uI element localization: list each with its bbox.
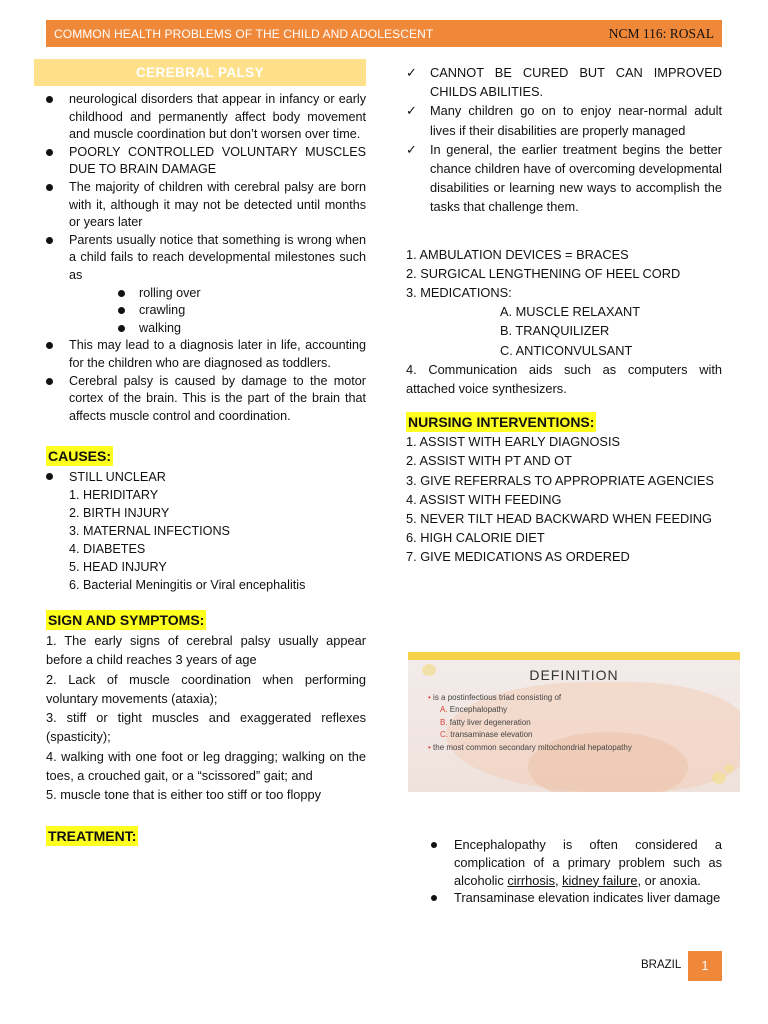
slide-line: A. Encephalopathy <box>440 705 508 715</box>
definition-slide-image <box>408 652 740 792</box>
kidney-failure-link[interactable]: kidney failure <box>562 872 638 888</box>
bullet-item: neurological disorders that appear in infancy or early childhood and permanently affect body movement and muscle coordination but don’t worsen over time. <box>46 91 366 144</box>
footer-author: BRAZIL <box>641 959 682 971</box>
cause-item: 5. HEAD INJURY <box>69 560 167 575</box>
nursing-item: 6. HIGH CALORIE DIET <box>406 530 545 546</box>
treatment-item: 2. SURGICAL LENGTHENING OF HEEL CORD <box>406 265 681 281</box>
check-item: ✓ In general, the earlier treatment begins the better chance children have of overcoming developmental disabilities or learning new ways to accomplish the tasks that challenge them. <box>406 140 722 217</box>
check-item: ✓ Many children go on to enjoy near-normal adult lives if their disabilities are properly managed <box>406 101 722 139</box>
nursing-heading-wrap <box>406 412 722 432</box>
slide-text <box>428 692 632 754</box>
slide-title: DEFINITION <box>529 667 619 683</box>
bullet-item <box>46 232 366 338</box>
symptom-item: 4. walking with one foot or leg dragging; walking on the toes, a crouched gait, or a “scissored” gait; and <box>46 748 366 783</box>
intro-bullet-list <box>46 91 366 425</box>
medication-item: A. MUSCLE RELAXANT <box>500 304 641 320</box>
nursing-item: 4. ASSIST WITH FEEDING <box>406 491 562 507</box>
nursing-item: 2. ASSIST WITH PT AND OT <box>406 453 572 469</box>
nursing-heading: NURSING INTERVENTIONS: <box>408 414 595 431</box>
nursing-item: 1. ASSIST WITH EARLY DIAGNOSIS <box>406 434 621 450</box>
milestone-list <box>69 285 366 338</box>
bullet-item: Cerebral palsy is caused by damage to the motor cortex of the brain. This is the part of the brain that affects muscle control and coordination. <box>46 373 366 426</box>
slide-line: C. transaminase elevation <box>440 730 533 740</box>
slide-top-bar <box>408 652 740 660</box>
right-column <box>406 63 722 567</box>
causes-heading-wrap <box>46 446 366 466</box>
symptoms-list <box>46 631 366 804</box>
prognosis-check-list <box>406 63 722 217</box>
section-title-band <box>34 59 366 86</box>
milestone-item: rolling over <box>69 285 366 303</box>
treatment-heading-wrap <box>46 826 366 846</box>
page-header <box>46 20 722 47</box>
flower-decoration-icon <box>712 772 726 784</box>
nursing-item: 3. GIVE REFERRALS TO APPROPRIATE AGENCIES <box>406 472 714 488</box>
bullet-item: The majority of children with cerebral palsy are born with it, although it may not be detected until months or years later <box>46 179 366 232</box>
slide-line: • the most common secondary mitochondrial hepatopathy <box>428 742 632 752</box>
milestone-item: walking <box>69 320 366 338</box>
treatment-item: 1. AMBULATION DEVICES = BRACES <box>406 246 629 262</box>
symptoms-heading: SIGN AND SYMPTOMS: <box>48 612 205 629</box>
section-title: CEREBRAL PALSY <box>135 65 265 80</box>
symptoms-heading-wrap <box>46 610 366 630</box>
medication-list <box>406 302 722 360</box>
slide-line: • is a postinfectious triad consisting of <box>428 693 562 702</box>
note-item: Transaminase elevation indicates liver damage <box>430 889 722 907</box>
cause-item: 6. Bacterial Meningitis or Viral encephalitis <box>69 578 306 593</box>
milestone-item: crawling <box>69 302 366 320</box>
causes-summary: STILL UNCLEAR <box>46 468 366 486</box>
bullet-item: This may lead to a diagnosis later in life, accounting for the children who are diagnosed as toddlers. <box>46 337 366 372</box>
treatment-list <box>406 245 722 303</box>
nursing-item: 5. NEVER TILT HEAD BACKWARD WHEN FEEDING <box>406 511 712 527</box>
note-item: Encephalopathy is often considered a complication of a primary problem such as alcoholic cirrhosis, kidney failure, or anoxia. <box>430 836 722 889</box>
nursing-item: 7. GIVE MEDICATIONS AS ORDERED <box>406 549 630 565</box>
cause-item: 4. DIABETES <box>69 542 146 557</box>
communication-aids-item: 4. Communication aids such as computers with attached voice synthesizers. <box>406 361 722 397</box>
medication-item: B. TRANQUILIZER <box>500 323 610 339</box>
left-column <box>46 59 366 846</box>
treatment-item: 3. MEDICATIONS: <box>406 285 512 301</box>
symptom-item: 1. The early signs of cerebral palsy usually appear before a child reaches 3 years of age <box>46 633 366 668</box>
check-item: ✓ CANNOT BE CURED BUT CAN IMPROVED CHILDS ABILITIES. <box>406 63 722 101</box>
symptom-item: 5. muscle tone that is either too stiff or too floppy <box>46 786 322 802</box>
cause-item: 2. BIRTH INJURY <box>69 506 170 521</box>
bullet-text: Parents usually notice that something is wrong when a child fails to reach developmental milestones such as <box>69 232 366 282</box>
header-course-code: NCM 116: ROSAL <box>608 25 714 41</box>
bullet-item: POORLY CONTROLLED VOLUNTARY MUSCLES DUE TO BRAIN DAMAGE <box>46 144 366 179</box>
causes-list <box>46 486 366 594</box>
medication-item: C. ANTICONVULSANT <box>500 342 633 358</box>
slide-line: B. fatty liver degeneration <box>440 717 531 727</box>
cause-item: 3. MATERNAL INFECTIONS <box>69 524 230 539</box>
header-course-title: COMMON HEALTH PROBLEMS OF THE CHILD AND ADOLESCENT <box>54 26 434 41</box>
cirrhosis-link[interactable]: cirrhosis <box>507 872 555 888</box>
nursing-list <box>406 432 722 566</box>
cause-item: 1. HERIDITARY <box>69 488 159 503</box>
symptom-item: 3. stiff or tight muscles and exaggerated reflexes (spasticity); <box>46 710 366 745</box>
page-number: 1 <box>688 951 722 981</box>
flower-decoration-icon <box>724 764 734 773</box>
causes-heading: CAUSES: <box>48 448 112 465</box>
treatment-heading: TREATMENT: <box>48 828 137 845</box>
encephalopathy-notes <box>430 836 722 907</box>
symptom-item: 2. Lack of muscle coordination when performing voluntary movements (ataxia); <box>46 671 366 706</box>
